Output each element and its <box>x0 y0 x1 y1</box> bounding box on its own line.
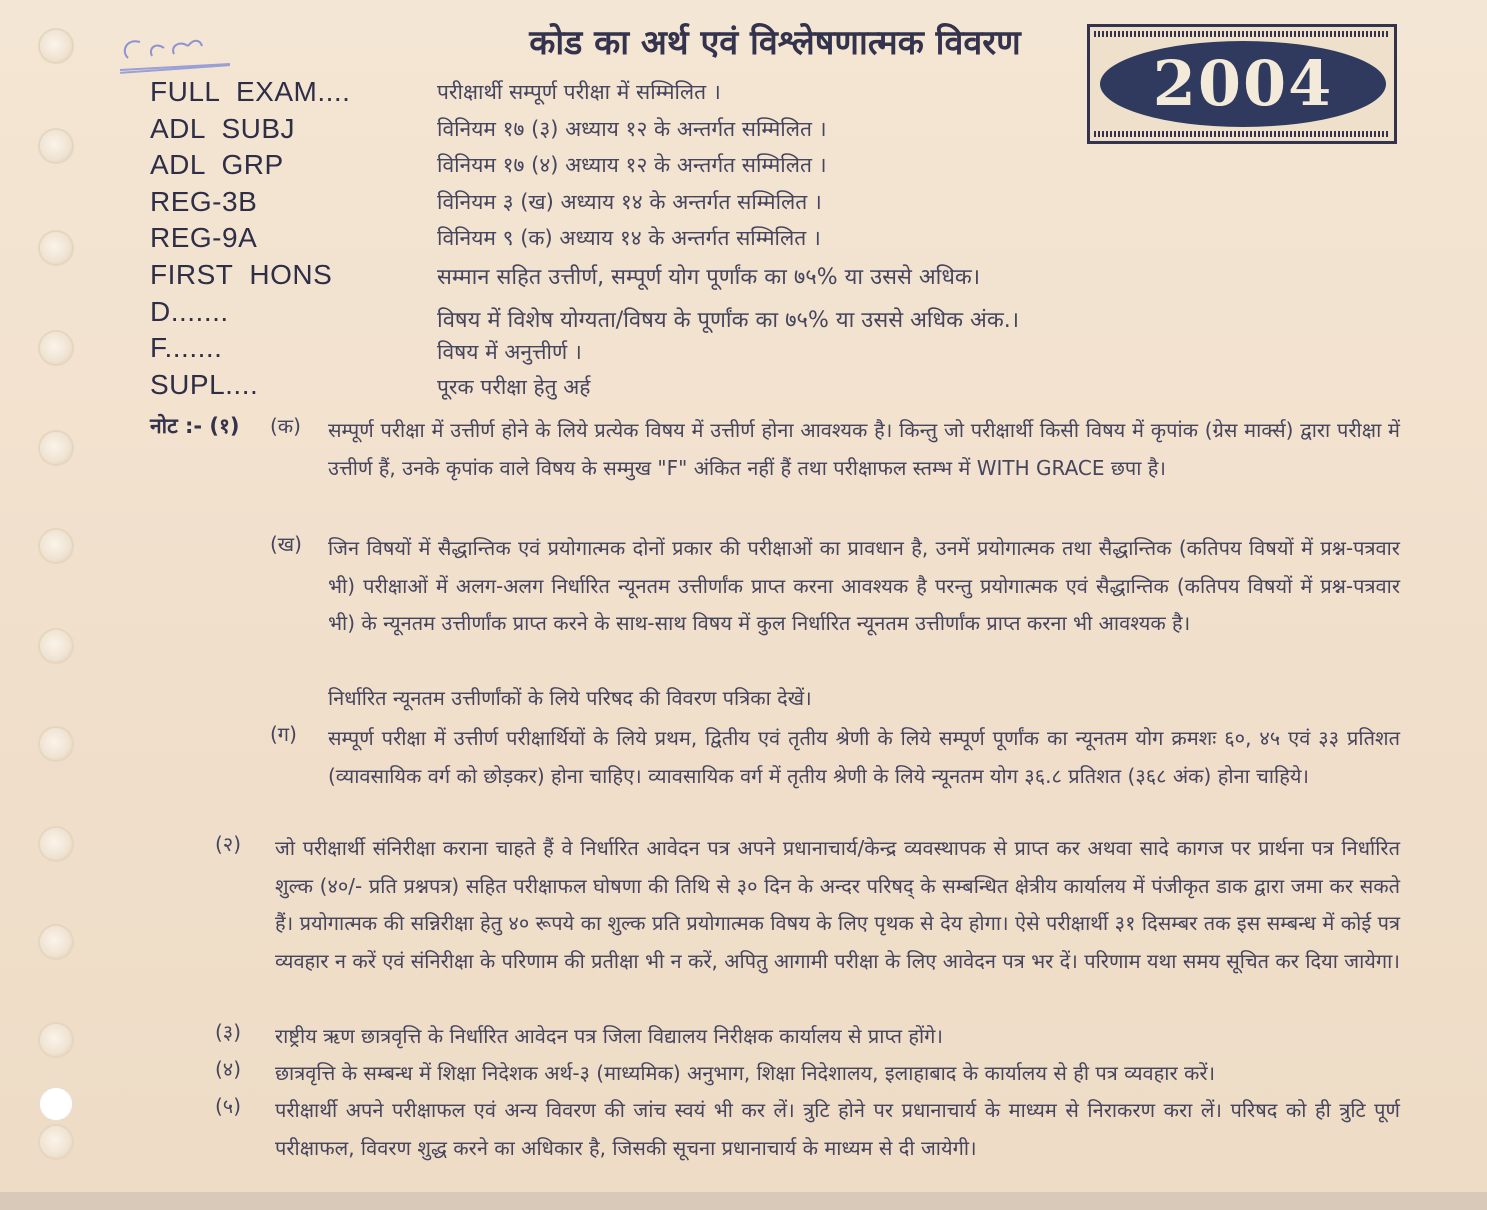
code-row <box>150 113 1160 150</box>
page-title: कोड का अर्थ एवं विश्लेषणात्मक विवरण <box>529 23 1021 63</box>
note-marker: (४) <box>215 1057 242 1081</box>
code-label: FIRST HONS <box>150 258 333 290</box>
code-meaning: पूरक परीक्षा हेतु अर्ह <box>437 374 591 399</box>
code-legend <box>150 76 1160 405</box>
note-marker: (ग) <box>270 722 297 746</box>
code-meaning: विनियम ९ (क) अध्याय १४ के अन्तर्गत सम्मिलित । <box>437 226 821 251</box>
code-label: REG-9A <box>150 222 258 254</box>
code-row <box>150 296 1160 333</box>
page-bottom-edge <box>0 1192 1487 1210</box>
code-meaning: विनियम ३ (ख) अध्याय १४ के अन्तर्गत सम्मिलित । <box>437 189 822 214</box>
code-row <box>150 186 1160 223</box>
note-text: सम्पूर्ण परीक्षा में उत्तीर्ण होने के लिये प्रत्येक विषय में उत्तीर्ण होना आवश्यक है। किन्तु जो परीक्षार्थी किसी विषय में कृपांक (ग्रेस मार्क्स) द्वारा परीक्षा में उत्तीर्ण हैं, उनके कृपांक वाले विषय के सम्मुख "F" अंकित नहीं हैं तथा परीक्षाफल स्तम्भ में WITH GRACE छपा है। <box>328 418 1400 480</box>
binder-hole <box>40 1126 72 1158</box>
code-meaning: विनियम १७ (३) अध्याय १२ के अन्तर्गत सम्मिलित । <box>437 116 827 141</box>
code-meaning: परीक्षार्थी सम्पूर्ण परीक्षा में सम्मिलित । <box>437 80 721 104</box>
badge-microtext-top <box>1094 31 1390 37</box>
code-row <box>150 332 1160 369</box>
binder-hole <box>40 1088 72 1120</box>
code-label: FULL EXAM.... <box>150 76 351 107</box>
code-label: ADL GRP <box>150 149 284 181</box>
binder-hole <box>40 332 72 364</box>
binder-hole <box>40 432 72 464</box>
code-row <box>150 149 1160 186</box>
note-marker: (२) <box>215 832 242 856</box>
code-row <box>150 259 1160 296</box>
note-marker: (ख) <box>270 532 302 556</box>
code-meaning: विषय में अनुत्तीर्ण । <box>437 340 582 365</box>
binder-hole <box>40 130 72 162</box>
code-meaning: विषय में विशेष योग्यता/विषय के पूर्णांक का ७५% या उससे अधिक अंक.। <box>437 307 1020 333</box>
code-row <box>150 76 1160 113</box>
binder-holes <box>40 30 76 1170</box>
binder-hole <box>40 1024 72 1056</box>
binder-hole <box>40 828 72 860</box>
code-label: D....... <box>150 295 229 327</box>
code-row <box>150 222 1160 259</box>
handwritten-mark <box>118 28 238 74</box>
year-badge: 2004 <box>1100 41 1386 127</box>
code-meaning: विनियम १७ (४) अध्याय १२ के अन्तर्गत सम्मिलित । <box>437 153 827 178</box>
binder-hole <box>40 728 72 760</box>
code-label: ADL SUBJ <box>150 112 296 144</box>
binder-hole <box>40 926 72 958</box>
notes-label: नोट :- (१) <box>150 414 240 438</box>
note-text: परीक्षार्थी अपने परीक्षाफल एवं अन्य विवरण की जांच स्वयं भी कर लें। त्रुटि होने पर प्रधानाचार्य के माध्यम से निराकरण करा लें। परिषद को ही त्रुटि पूर्ण परीक्षाफल, विवरण शुद्ध करने का अधिकार है, जिसकी सूचना प्रधानाचार्य के माध्यम से दी जायेगी। <box>275 1098 1400 1160</box>
code-label: SUPL.... <box>150 368 259 400</box>
note-extra-text: निर्धारित न्यूनतम उत्तीर्णांकों के लिये परिषद की विवरण पत्रिका देखें। <box>328 686 812 710</box>
binder-hole <box>40 30 72 62</box>
note-text: छात्रवृत्ति के सम्बन्ध में शिक्षा निदेशक अर्थ-३ (माध्यमिक) अनुभाग, शिक्षा निदेशालय, इलाहाबाद के कार्यालय से ही पत्र व्यवहार करें। <box>275 1061 1216 1085</box>
note-marker: (क) <box>270 414 301 438</box>
code-meaning: सम्मान सहित उत्तीर्ण, सम्पूर्ण योग पूर्णांक का ७५% या उससे अधिक। <box>437 264 981 290</box>
note-text: राष्ट्रीय ऋण छात्रवृत्ति के निर्धारित आवेदन पत्र जिला विद्यालय निरीक्षक कार्यालय से प्राप्त होंगे। <box>275 1024 944 1048</box>
note-text: जिन विषयों में सैद्धान्तिक एवं प्रयोगात्मक दोनों प्रकार की परीक्षाओं का प्रावधान है, उनमें प्रयोगात्मक तथा सैद्धान्तिक (कतिपय विषयों में प्रश्न-पत्रवार भी) परीक्षाओं में अलग-अलग निर्धारित न्यूनतम उत्तीर्णांक प्राप्त करना आवश्यक है परन्तु प्रयोगात्मक एवं सैद्धान्तिक (कतिपय विषयों में प्रश्न-पत्रवार भी) के न्यूनतम उत्तीर्णांक प्राप्त करने के साथ-साथ विषय में कुल निर्धारित न्यूनतम उत्तीर्णांक प्राप्त करना भी आवश्यक है। <box>328 536 1400 635</box>
code-label: REG-3B <box>150 185 258 217</box>
note-marker: (५) <box>215 1094 242 1118</box>
note-text: सम्पूर्ण परीक्षा में उत्तीर्ण परीक्षार्थियों के लिये प्रथम, द्वितीय एवं तृतीय श्रेणी के लिये सम्पूर्ण पूर्णांक का न्यूनतम योग क्रमशः ६०, ४५ एवं ३३ प्रतिशत (व्यावसायिक वर्ग को छोड़कर) होना चाहिए। व्यावसायिक वर्ग में तृतीय श्रेणी के लिये न्यूनतम योग ३६.८ प्रतिशत (३६८ अंक) होना चाहिये। <box>328 726 1400 788</box>
note-text: जो परीक्षार्थी संनिरीक्षा कराना चाहते हैं वे निर्धारित आवेदन पत्र अपने प्रधानाचार्य/केन्द्र व्यवस्थापक से प्राप्त कर अथवा सादे कागज पर प्रार्थना पत्र निर्धारित शुल्क (४०/- प्रति प्रश्नपत्र) सहित परीक्षाफल घोषणा की तिथि से ३० दिन के अन्दर परिषद् के सम्बन्धित क्षेत्रीय कार्यालय में पंजीकृत डाक द्वारा जमा कर सकते हैं। प्रयोगात्मक की सन्निरीक्षा हेतु ४० रूपये का शुल्क प्रति प्रयोगात्मक विषय के लिए पृथक से देय होगा। ऐसे परीक्षार्थी ३१ दिसम्बर तक इस सम्बन्ध में कोई पत्र व्यवहार न करें एवं संनिरीक्षा के परिणाम की प्रतीक्षा भी न करें, अपितु आगामी परीक्षा के लिए आवेदन पत्र भर दें। परिणाम यथा समय सूचित कर दिया जायेगा। <box>275 836 1400 973</box>
note-marker: (३) <box>215 1020 242 1044</box>
code-label: F....... <box>150 332 223 364</box>
binder-hole <box>40 530 72 562</box>
binder-hole <box>40 630 72 662</box>
code-row <box>150 369 1160 406</box>
binder-hole <box>40 232 72 264</box>
handwritten-scribble-icon <box>118 28 238 74</box>
